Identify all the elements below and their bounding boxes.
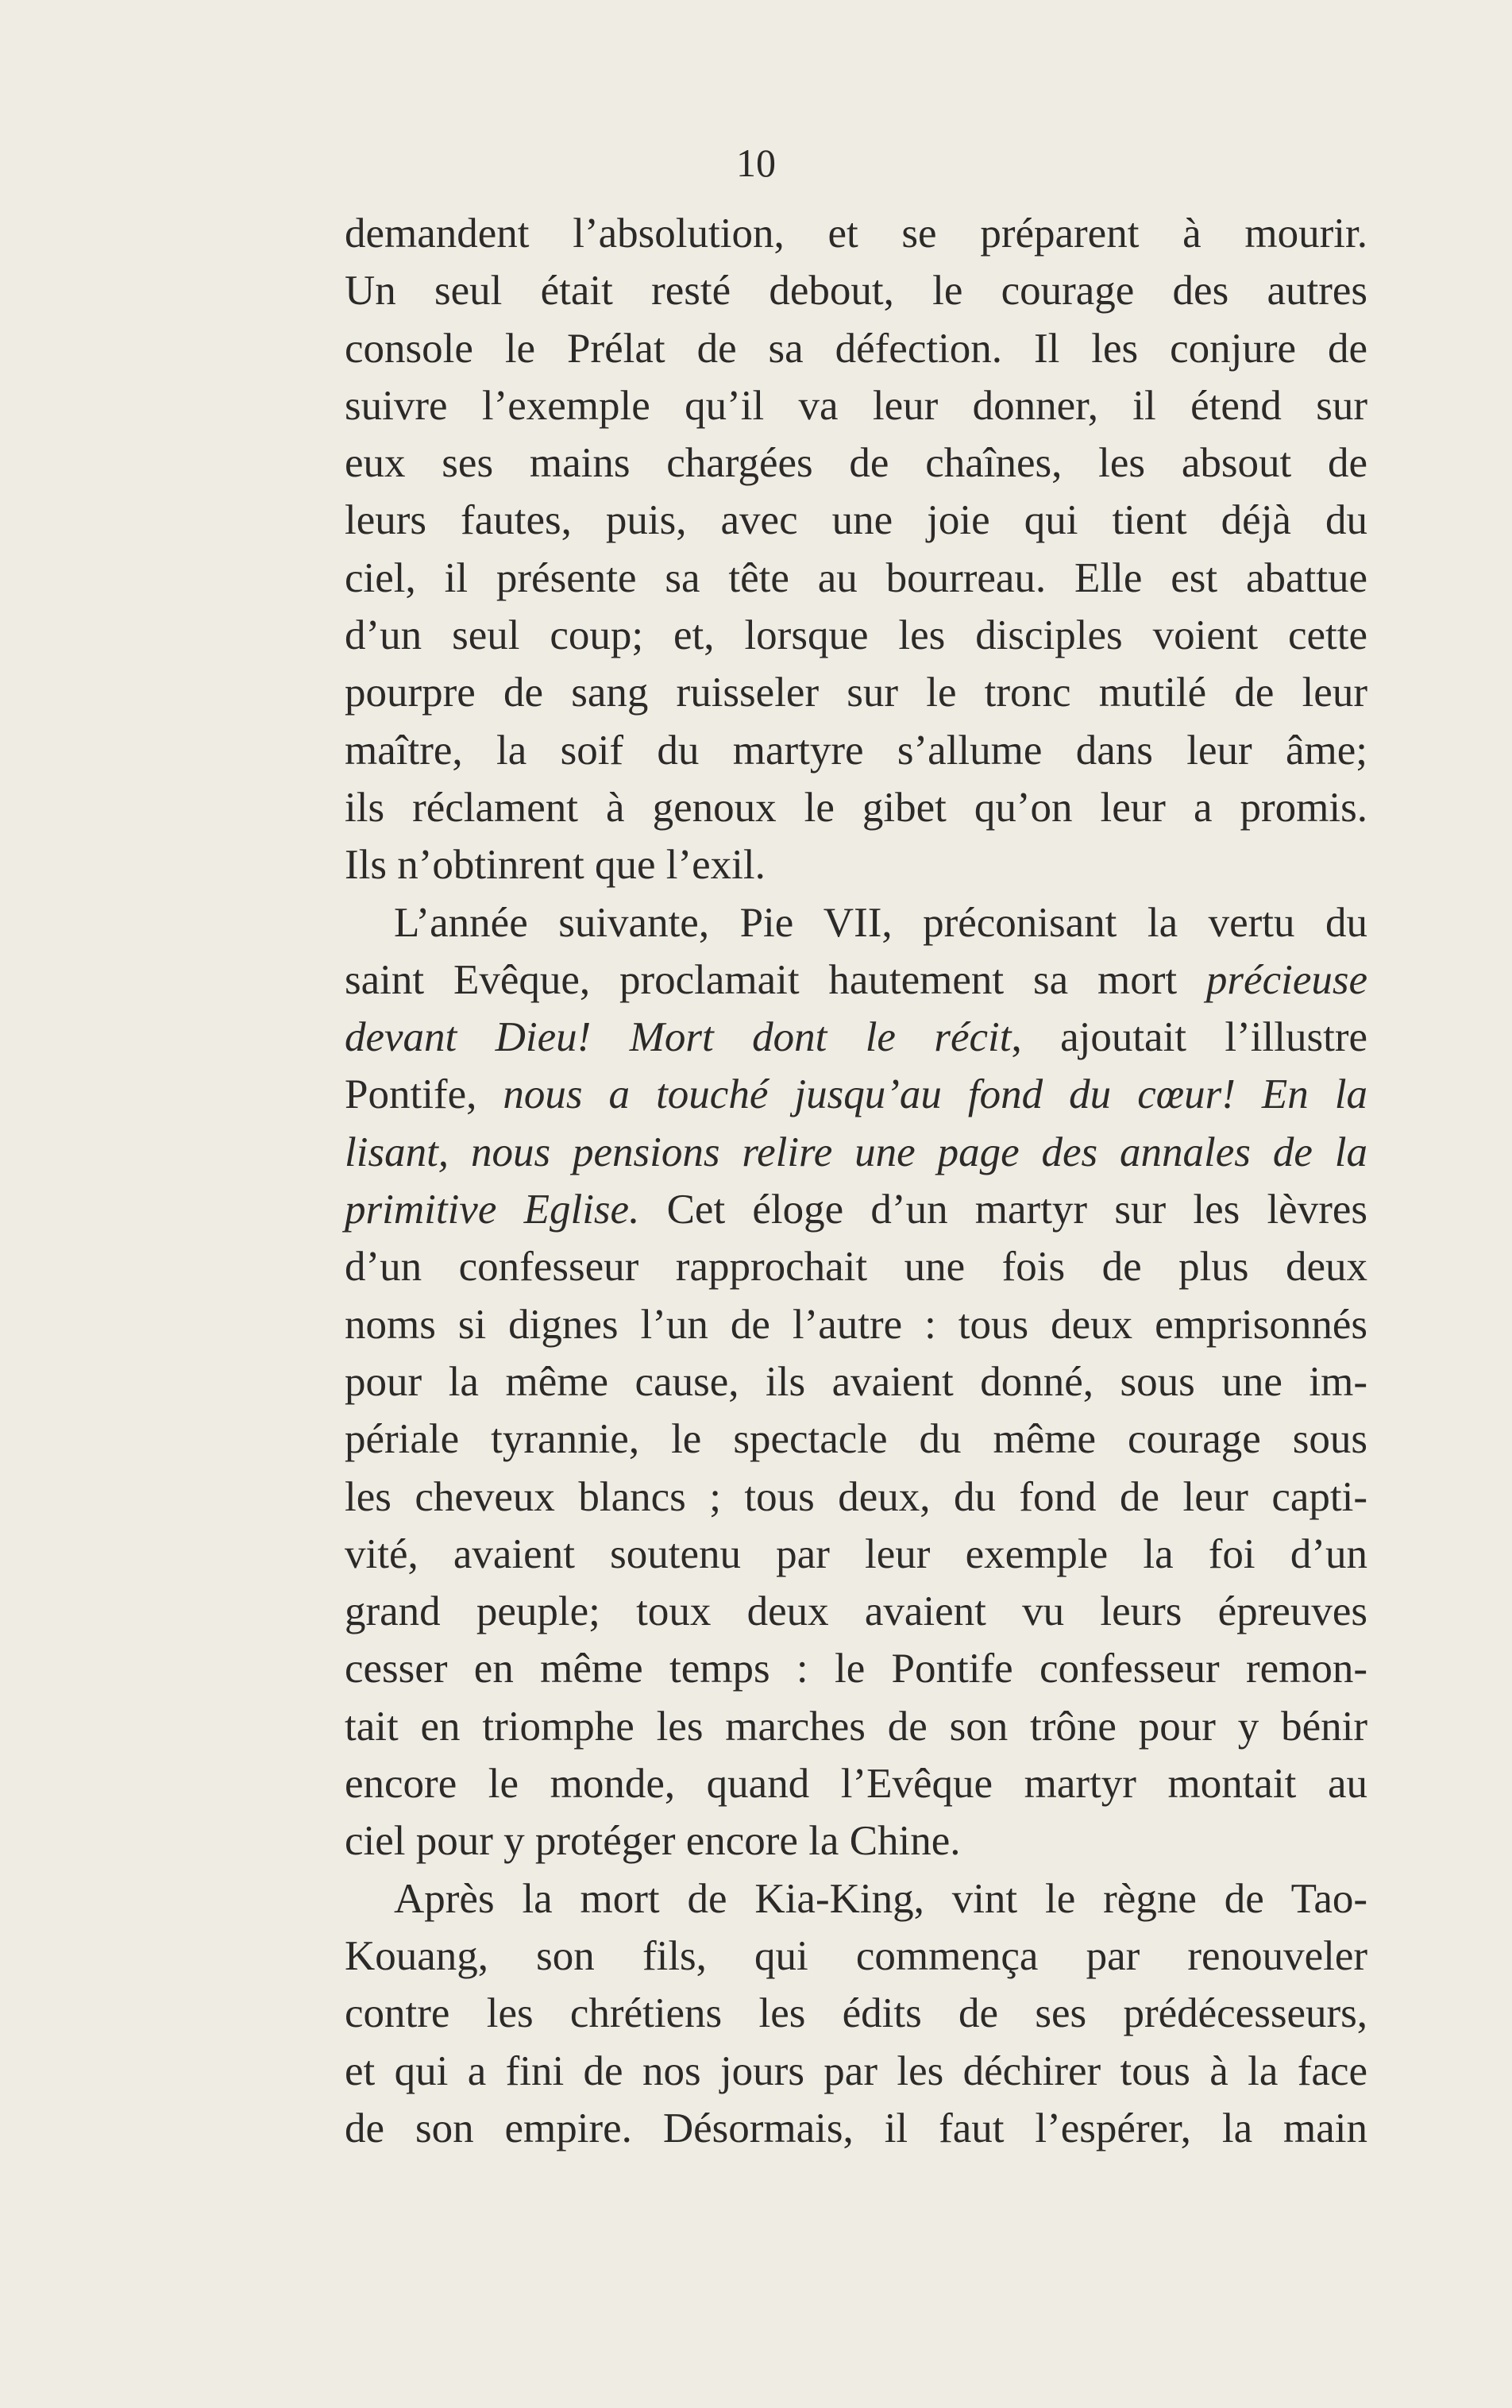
text-line: Après la mort de Kia-King, vint le règne de Tao- [394, 1875, 1367, 1922]
text-line: cesser en même temps : le Pontife confesseur remon- [345, 1646, 1367, 1692]
text-line: les cheveux blancs ; tous deux, du fond de leur capti- [345, 1473, 1367, 1520]
text-line: suivre l’exemple qu’il va leur donner, il étend sur [345, 382, 1367, 429]
text-line: périale tyrannie, le spectacle du même courage sous [345, 1416, 1367, 1463]
text-line: d’un seul coup; et, lorsque les disciples voient cette [345, 612, 1367, 659]
text-line: Ils n’obtinrent que l’exil. [345, 842, 766, 889]
text-line: Un seul était resté debout, le courage des autres [345, 268, 1367, 315]
text-line: de son empire. Désormais, il faut l’espérer, la main [345, 2105, 1367, 2151]
text-line: d’un confesseur rapprochait une fois de plus deux [345, 1244, 1367, 1291]
text-line: pour la même cause, ils avaient donné, sous une im- [345, 1358, 1367, 1405]
body-text [345, 205, 1367, 2157]
text-line: noms si dignes l’un de l’autre : tous deux emprisonnés [345, 1301, 1367, 1348]
text-line: ciel, il présente sa tête au bourreau. Elle est abattue [345, 554, 1367, 601]
text-line: contre les chrétiens les édits de ses prédécesseurs, [345, 1990, 1367, 2037]
text-line: grand peuple; toux deux avaient vu leurs épreuves [345, 1588, 1367, 1635]
text-line: eux ses mains chargées de chaînes, les absout de [345, 440, 1367, 487]
text-line: console le Prélat de sa défection. Il les conjure de [345, 325, 1367, 372]
text-line: devant Dieu! Mort dont le récit, ajoutait l’illustre [345, 1014, 1367, 1061]
italic-quote: nous a touché jusqu’au fond du cœur! En la [503, 1071, 1367, 1118]
text-line: et qui a fini de nos jours par les déchirer tous à la face [345, 2047, 1367, 2094]
page-number: 10 [736, 141, 776, 185]
text-line: leurs fautes, puis, avec une joie qui tient déjà du [345, 497, 1367, 544]
text-line: tait en triomphe les marches de son trône pour y bénir [345, 1703, 1367, 1750]
text-line: encore le monde, quand l’Evêque martyr montait au [345, 1761, 1367, 1808]
text-line: ils réclament à genoux le gibet qu’on leur a promis. [345, 784, 1367, 831]
text-line: saint Evêque, proclamait hautement sa mort précieuse [345, 956, 1367, 1003]
text-line: Pontife, nous a touché jusqu’au fond du cœur! En la [345, 1071, 1367, 1118]
text-line: pourpre de sang ruisseler sur le tronc mutilé de leur [345, 670, 1367, 716]
text-line: L’année suivante, Pie VII, préconisant la vertu du [394, 899, 1367, 946]
italic-quote: primitive Eglise. [345, 1187, 640, 1233]
italic-quote: devant Dieu! Mort dont le récit [345, 1014, 1012, 1061]
italic-quote: précieuse [1205, 956, 1367, 1003]
text-line: maître, la soif du martyre s’allume dans leur âme; [345, 727, 1367, 774]
text-line: lisant, nous pensions relire une page des annales de la [345, 1129, 1367, 1175]
text-line: primitive Eglise. Cet éloge d’un martyr sur les lèvres [345, 1187, 1368, 1233]
text-line: Kouang, son fils, qui commença par renouveler [345, 1932, 1367, 1979]
text-line: ciel pour y protéger encore la Chine. [345, 1818, 961, 1865]
text-line: demandent l’absolution, et se préparent à mourir. [345, 210, 1367, 257]
text-line: vité, avaient soutenu par leur exemple la foi d’un [345, 1530, 1367, 1577]
